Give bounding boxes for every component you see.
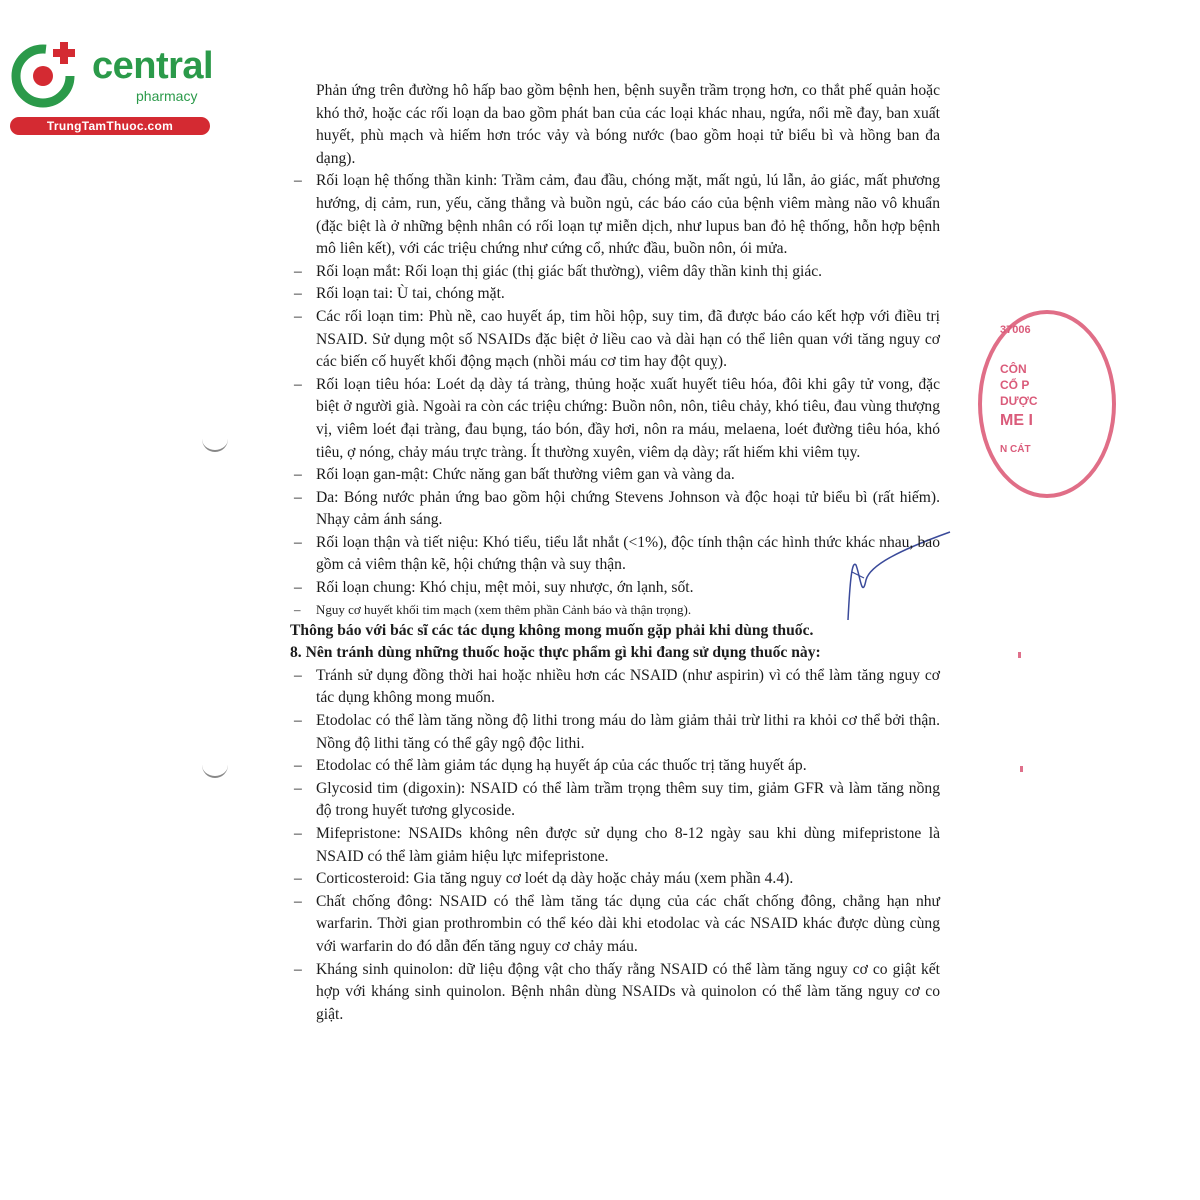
list-item: – Chất chống đông: NSAID có thể làm tăng tác dụng của các chất chống đông, chẳng hạn như warfarin. Thời gian prothrombin có thể kéo dài khi etodolac và các NSAID khác được dùng cùng với warfarin do đó dẫn đến tăng nguy cơ chảy máu. [294, 892, 940, 955]
list-item: – Corticosteroid: Gia tăng nguy cơ loét dạ dày hoặc chảy máu (xem phần 4.4). [294, 870, 794, 888]
list-item: – Kháng sinh quinolon: dữ liệu động vật cho thấy rằng NSAID có thể làm tăng nguy cơ co giật kết hợp với kháng sinh quinolon. Bệnh nhân dùng NSAIDs và quinolon có thể làm tăng nguy cơ co giật. [294, 960, 940, 1023]
list-item: – Tránh sử dụng đồng thời hai hoặc nhiều hơn các NSAID (như aspirin) vì có thể làm tăng nguy cơ tác dụng không mong muốn. [294, 666, 940, 707]
company-stamp [978, 310, 1116, 498]
list-item: – Rối loạn mắt: Rối loạn thị giác (thị giác bất thường), viêm dây thần kinh thị giác. [294, 262, 823, 280]
list-item: – Rối loạn hệ thống thần kinh: Trầm cảm, đau đầu, chóng mặt, mất ngủ, lú lẫn, ảo giác, mất phương hướng, dị cảm, run, yếu, căng thẳng và buồn ngủ, các báo cáo của bệnh viêm màng não vô khuẩn (đặc biệt là ở những bệnh nhân có rối loạn tự miễn dịch, như lupus ban đỏ hệ thống, hỗn hợp bệnh mô liên kết), với các triệu chứng như cứng cổ, nhức đầu, buồn nôn, ói mửa. [294, 172, 940, 258]
list-item: – Da: Bóng nước phản ứng bao gồm hội chứng Stevens Johnson và độc hoại tử biểu bì (rất hiếm). Nhạy cảm ánh sáng. [294, 488, 940, 529]
list-item: – Nguy cơ huyết khối tim mạch (xem thêm phần Cảnh báo và thận trọng). [294, 601, 692, 617]
central-pharmacy-logo[interactable] [10, 38, 225, 138]
stamp-line: CÔN [1000, 362, 1027, 376]
logo-url[interactable]: TrungTamThuoc.com [10, 117, 210, 135]
list-item: – Etodolac có thể làm giảm tác dụng hạ huyết áp của các thuốc trị tăng huyết áp. [294, 757, 807, 775]
logo-subtitle: pharmacy [136, 88, 198, 104]
stamp-speck [1018, 652, 1021, 658]
list-item: – Rối loạn tiêu hóa: Loét dạ dày tá tràng, thủng hoặc xuất huyết tiêu hóa, đôi khi gây tử vong, đặc biệt ở người già. Ngoài ra còn các triệu chứng: Buồn nôn, nôn, tiêu chảy, khó tiêu, đau vùng thượng vị, viêm loét đại tràng, đau bụng, táo bón, đầy hơi, nôn ra máu, melaena, loét đường tiêu hóa, khó tiêu, ợ nóng, chảy máu trực tràng. Ít thường xuyên, viêm dạ dày; rất hiếm khi viêm tụy. [294, 375, 940, 461]
stamp-line: 37006 [1000, 324, 1031, 336]
pharmacy-cross-icon [10, 38, 84, 112]
punch-hole [202, 436, 228, 452]
list-item: – Rối loạn thận và tiết niệu: Khó tiểu, tiểu lắt nhắt (<1%), độc tính thận các hình thức khác nhau, bao gồm cả viêm thận kẽ, hội chứng thận và suy thận. [294, 533, 940, 574]
stamp-line: ME I [1000, 412, 1033, 429]
intro-paragraph: Phản ứng trên đường hô hấp bao gồm bệnh hen, bệnh suyễn trầm trọng hơn, co thắt phế quản hoặc khó thở, hoặc các rối loạn da bao gồm phát ban của các loại khác nhau, ngứa, nổi mề đay, ban xuất huyết, phù mạch và hiếm hơn tróc vảy và bóng nước (bao gồm hoại tử biểu bì và hồng ban đa dạng). [316, 82, 940, 167]
section-8-heading: 8. Nên tránh dùng những thuốc hoặc thực phẩm gì khi đang sử dụng thuốc này: [290, 644, 821, 662]
stamp-line: DƯỢC [1000, 394, 1038, 408]
list-item: – Các rối loạn tim: Phù nề, cao huyết áp, tim hồi hộp, suy tim, đã được báo cáo kết hợp với điều trị NSAID. Sử dụng một số NSAIDs đặc biệt ở liều cao và dài hạn có thể liên quan với tăng nguy cơ các biến cố huyết khối động mạch (nhồi máu cơ tim hay đột quỵ). [294, 307, 940, 371]
stamp-line: CỔ P [1000, 378, 1030, 392]
stamp-speck [1020, 766, 1023, 772]
list-item: – Rối loạn chung: Khó chịu, mệt mỏi, suy nhược, ớn lạnh, sốt. [294, 579, 694, 597]
list-item: – Etodolac có thể làm tăng nồng độ lithi trong máu do làm giảm thải trừ lithi ra khỏi cơ thể bởi thận. Nồng độ lithi tăng có thể gây ngộ độc lithi. [294, 712, 940, 752]
side-effects-list [290, 170, 940, 619]
leaflet-page [290, 80, 940, 1026]
logo-brand: central [92, 45, 214, 87]
list-item: – Mifepristone: NSAIDs không nên được sử dụng cho 8-12 ngày sau khi dùng mifepristone là NSAID có thể làm giảm hiệu lực mifepristone. [294, 825, 940, 865]
list-item: – Rối loạn gan-mật: Chức năng gan bất thường viêm gan và vàng da. [294, 466, 735, 484]
interactions-list [290, 665, 940, 1027]
punch-hole [202, 762, 228, 778]
list-item: – Rối loạn tai: Ù tai, chóng mặt. [294, 285, 505, 303]
doctor-notice: Thông báo với bác sĩ các tác dụng không mong muốn gặp phải khi dùng thuốc. [290, 621, 814, 639]
list-item: – Glycosid tim (digoxin): NSAID có thể làm trầm trọng thêm suy tim, giảm GFR và làm tăng nồng độ trong huyết tương glycoside. [294, 779, 940, 820]
stamp-line: N CÁT [1000, 444, 1031, 455]
